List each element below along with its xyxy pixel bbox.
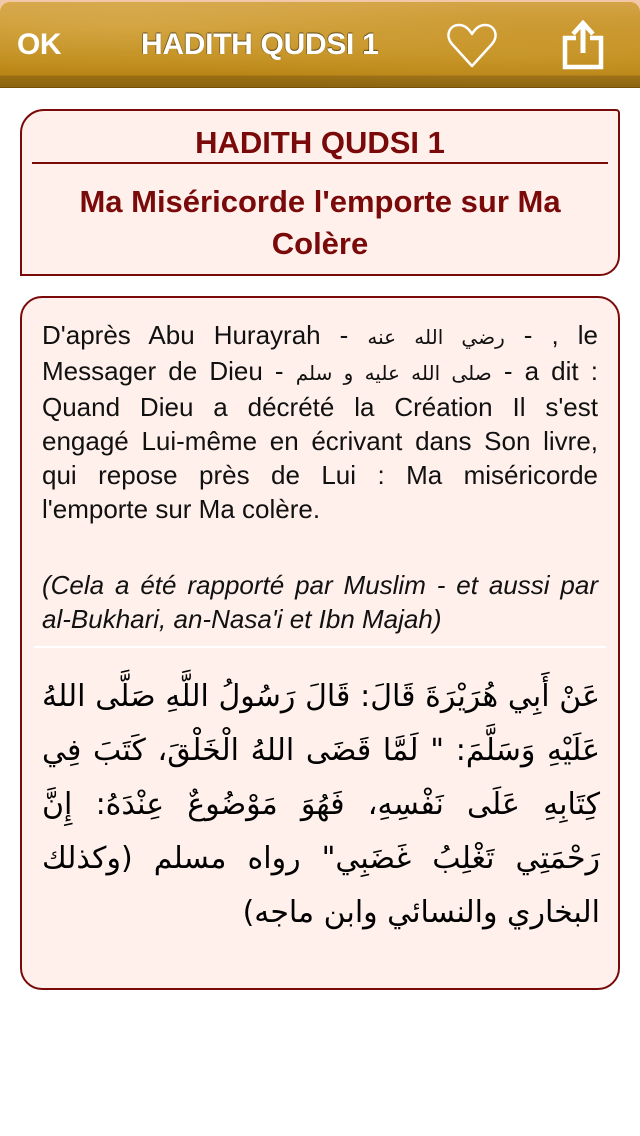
share-icon[interactable] [562,20,604,70]
french-text-part: D'après Abu Hurayrah - [42,320,368,350]
page-title: HADITH QUDSI 1 [141,28,379,61]
hadith-number-title: HADITH QUDSI 1 [195,125,445,160]
hadith-subtitle: Ma Miséricorde l'emporte sur Ma Colère [79,184,561,261]
french-text-part: - a dit : Quand Dieu a décrété la Création Il s'est engagé Lui-même en écrivant dans Son livre, qui repose près de Lui : Ma miséricorde l'emporte sur Ma colère. [42,356,598,524]
french-text-part: - , le Messager de Dieu - [42,320,599,386]
navigation-bar-background [0,2,640,88]
heart-outline-icon[interactable] [446,22,498,70]
honorific-prophet: صلى الله عليه و سلم [295,361,492,385]
hadith-text-card [20,296,620,990]
navigation-bar [0,0,640,88]
title-divider [32,162,608,164]
hadith-source: (Cela a été rapporté par Muslim - et aussi par al-Bukhari, an-Nasa'i et Ibn Majah) [42,570,598,634]
language-separator [34,646,606,648]
honorific-companion: رضي الله عنه [367,325,505,349]
hadith-title-card [20,109,620,276]
ok-button[interactable]: OK [17,28,61,61]
arabic-text: عَنْ أَبِي هُرَيْرَةَ قَالَ: قَالَ رَسُولُ اللَّهِ صَلَّى اللهُ عَلَيْهِ وَسَلَّمَ: " لَمَّا قَضَى اللهُ الْخَلْقَ، كَتَبَ فِي كِتَابِهِ عَلَى نَفْسِهِ، فَهُوَ مَوْضُوعٌ عِنْدَهُ: إِنَّ رَحْمَتِي تَغْلِبُ غَضَبِي" رواه مسلم (وكذلك البخاري والنسائي وابن ماجه) [42,679,600,930]
french-translation [42,318,598,526]
